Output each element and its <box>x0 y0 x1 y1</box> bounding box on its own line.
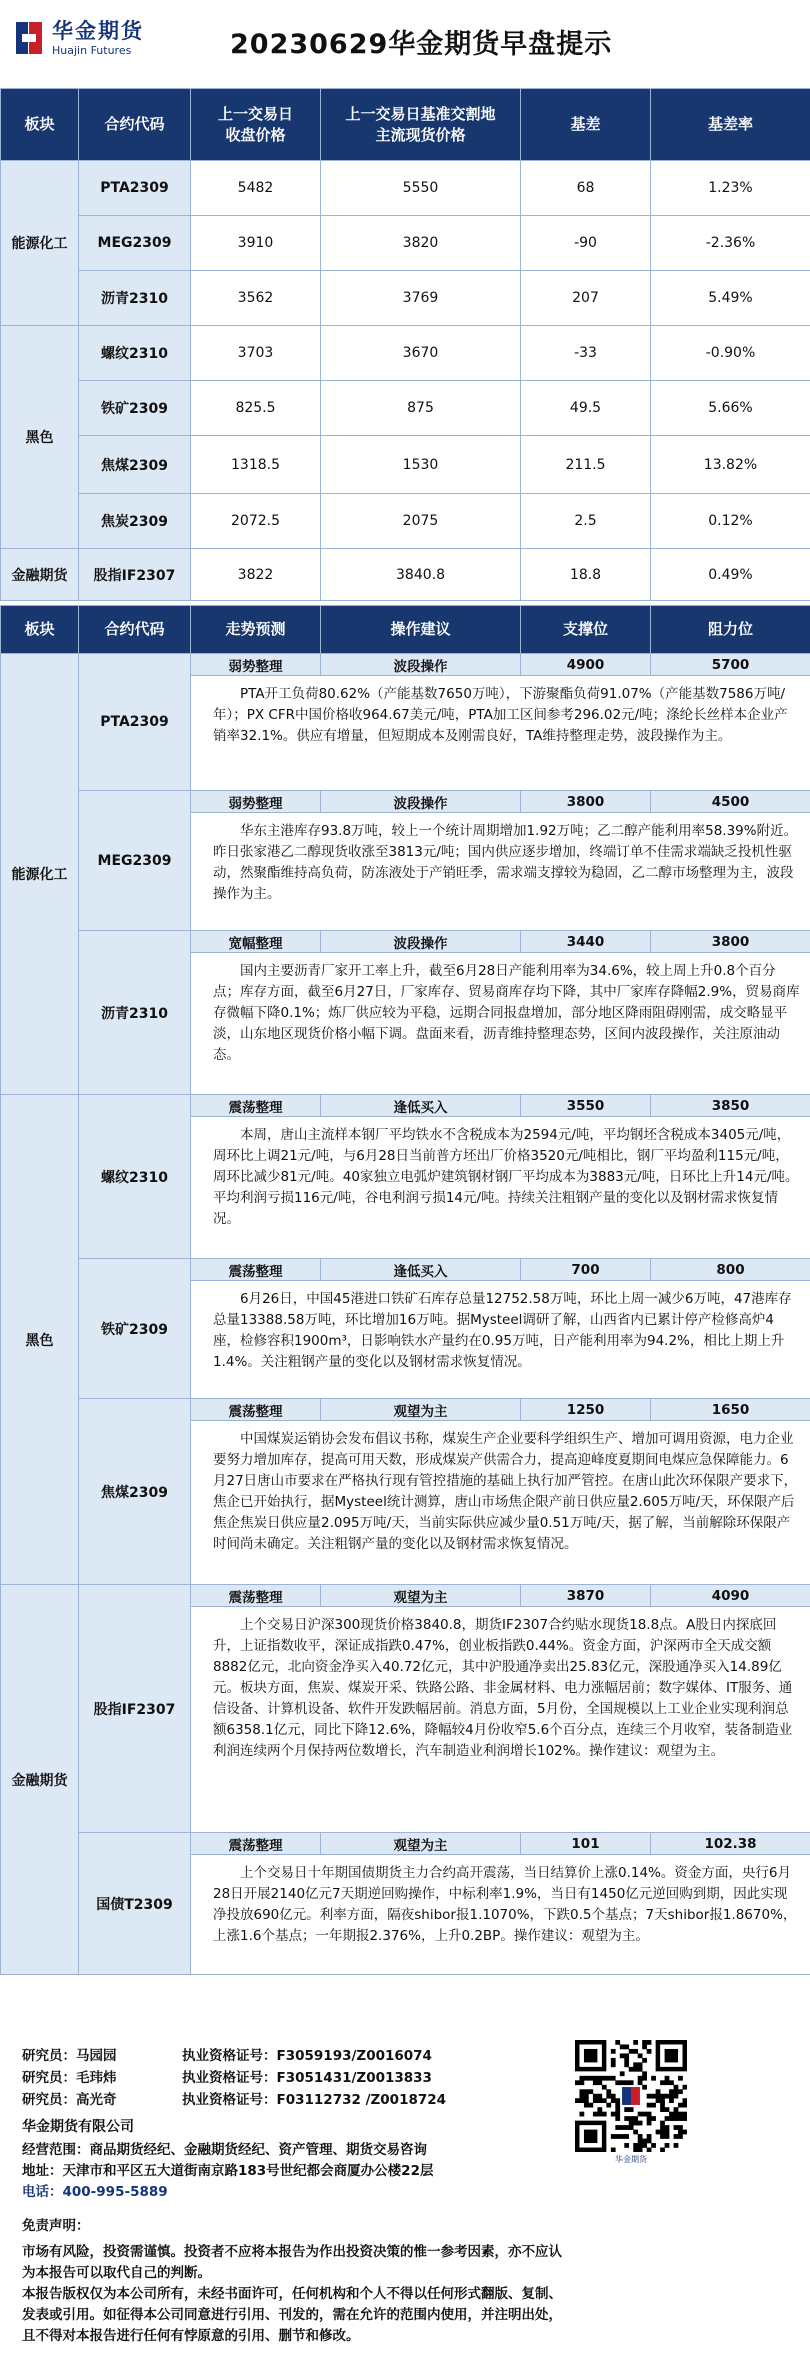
support-level: 3870 <box>521 1585 651 1607</box>
close-price: 3703 <box>191 326 321 381</box>
market-commentary: 国内主要沥青厂家开工率上升，截至6月28日产能利用率为34.6%，较上周上升0.8个百分点；库存方面，截至6月27日，厂家库存、贸易商库存均下降，其中厂家库存降幅2.9%，贸易商库存微幅下降0.1%；炼厂供应较为平稳，远期合同报盘增加，部分地区降雨阻碍刚需，成交略显平淡，山东地区现货价格小幅下调。盘面来看，沥青维持整理态势，区间内波段操作，关注原油动态。 <box>191 953 810 1095</box>
basis-row <box>1 271 810 326</box>
advice-row <box>1 1095 810 1117</box>
basis-value: -33 <box>521 326 651 381</box>
support-level: 101 <box>521 1833 651 1855</box>
resistance-level: 3850 <box>651 1095 810 1117</box>
operation-advice: 逢低买入 <box>321 1259 521 1281</box>
operation-advice: 波段操作 <box>321 791 521 813</box>
basis-row <box>1 436 810 494</box>
contract-code: 焦煤2309 <box>79 1399 191 1585</box>
spot-price: 3820 <box>321 216 521 271</box>
basis-header-3: 上一交易日基准交割地 主流现货价格 <box>321 89 521 161</box>
close-price: 5482 <box>191 161 321 216</box>
contract-code: 螺纹2310 <box>79 1095 191 1259</box>
trend-forecast: 震荡整理 <box>191 1399 321 1421</box>
close-price: 3562 <box>191 271 321 326</box>
support-level: 4900 <box>521 654 651 676</box>
basis-rate: 1.23% <box>651 161 810 216</box>
advice-header-1: 合约代码 <box>79 606 191 654</box>
basis-row <box>1 216 810 271</box>
basis-rate: 13.82% <box>651 436 810 494</box>
resistance-level: 102.38 <box>651 1833 810 1855</box>
spot-price: 2075 <box>321 494 521 549</box>
basis-value: 68 <box>521 161 651 216</box>
analyst-name: 研究员：马园园 <box>22 2048 117 2064</box>
operation-advice: 波段操作 <box>321 931 521 953</box>
basis-table <box>0 88 810 601</box>
advice-row <box>1 931 810 953</box>
advice-header-2: 走势预测 <box>191 606 321 654</box>
business-scope: 经营范围：商品期货经纪、金融期货经纪、资产管理、期货交易咨询 <box>22 2142 427 2158</box>
qr-code-icon <box>575 2040 687 2152</box>
trend-forecast: 震荡整理 <box>191 1259 321 1281</box>
company-phone: 电话：400-995-5889 <box>22 2184 168 2200</box>
contract-code: PTA2309 <box>79 654 191 791</box>
spot-price: 5550 <box>321 161 521 216</box>
report-title: 20230629华金期货早盘提示 <box>230 29 613 60</box>
market-commentary: 上个交易日沪深300现货价格3840.8，期货IF2307合约贴水现货18.8点。A股日内探底回升，上证指数收平，深证成指跌0.47%，创业板指跌0.44%。资金方面，沪深两市全天成交额8882亿元，北向资金净买入40.72亿元，其中沪股通净卖出25.83亿元，深股通净买入14.89亿元。板块方面，焦炭、煤炭开采、铁路公路、非金属材料、电力涨幅居前；数字媒体、IT服务、通信设备、计算机设备、软件开发跌幅居前。消息方面，5月份，全国规模以上工业企业实现利润总额6358.1亿元，同比下降12.6%，降幅较4月份收窄5.6个百分点，连续三个月收窄，装备制造业利润连续两个月保持两位数增长，汽车制造业利润增长102%。操作建议：观望为主。 <box>191 1607 810 1833</box>
contract-code: 国债T2309 <box>79 1833 191 1975</box>
sector-cell: 能源化工 <box>1 654 79 1095</box>
spot-price: 875 <box>321 381 521 436</box>
operation-advice: 波段操作 <box>321 654 521 676</box>
basis-value: 207 <box>521 271 651 326</box>
trend-forecast: 震荡整理 <box>191 1095 321 1117</box>
advice-row <box>1 1259 810 1281</box>
spot-price: 3769 <box>321 271 521 326</box>
basis-value: 18.8 <box>521 549 651 601</box>
close-price: 3910 <box>191 216 321 271</box>
support-level: 3550 <box>521 1095 651 1117</box>
close-price: 2072.5 <box>191 494 321 549</box>
basis-value: 49.5 <box>521 381 651 436</box>
contract-code: MEG2309 <box>79 216 191 271</box>
operation-advice: 观望为主 <box>321 1833 521 1855</box>
advice-header-5: 阻力位 <box>651 606 810 654</box>
basis-rate: -2.36% <box>651 216 810 271</box>
operation-advice: 逢低买入 <box>321 1095 521 1117</box>
contract-code: 沥青2310 <box>79 931 191 1095</box>
resistance-level: 5700 <box>651 654 810 676</box>
spot-price: 1530 <box>321 436 521 494</box>
close-price: 3822 <box>191 549 321 601</box>
basis-row <box>1 161 810 216</box>
market-commentary: 6月26日，中国45港进口铁矿石库存总量12752.58万吨，环比上周一减少6万吨，47港库存总量13388.58万吨，环比增加16万吨。据Mysteel调研了解，山西省内已累计停产检修高炉4座，检修容积1900m³，日影响铁水产量约在0.95万吨，日产能利用率为94.2%，相比上期上升1.4%。关注粗钢产量的变化以及钢材需求恢复情况。 <box>191 1281 810 1399</box>
basis-rate: -0.90% <box>651 326 810 381</box>
advice-header-0: 板块 <box>1 606 79 654</box>
advice-row <box>1 1399 810 1421</box>
market-commentary: PTA开工负荷80.62%（产能基数7650万吨），下游聚酯负荷91.07%（产能基数7586万吨/年）；PX CFR中国价格收964.67美元/吨，PTA加工区间参考296.02元/吨；涤纶长丝样本企业产销率32.1%。供应有增量，但短期成本及刚需良好，TA维持整理走势，波段操作为主。 <box>191 676 810 791</box>
contract-code: 股指IF2307 <box>79 1585 191 1833</box>
resistance-level: 800 <box>651 1259 810 1281</box>
market-commentary: 中国煤炭运销协会发布倡议书称，煤炭生产企业要科学组织生产、增加可调用资源，电力企业要努力增加库存，提高可用天数，形成煤炭产供需合力，提高迎峰度夏期间电煤应急保障能力。6月27日唐山市要求在严格执行现有管控措施的基础上执行加严管控。在唐山此次环保限产要求下，焦企已开始执行，据Mysteel统计测算，唐山市场焦企限产前日供应量2.605万吨/天，环保限产后焦企焦炭日供应量2.095万吨/天，当前实际供应减少量0.51万吨/天，据了解，当前解除环保限产时间尚未确定。关注粗钢产量的变化以及钢材需求恢复情况。 <box>191 1421 810 1585</box>
advice-table <box>0 605 810 1975</box>
trend-forecast: 弱势整理 <box>191 654 321 676</box>
contract-code: PTA2309 <box>79 161 191 216</box>
company-address: 地址：天津市和平区五大道街南京路183号世纪都会商厦办公楼22层 <box>22 2163 434 2179</box>
basis-row <box>1 381 810 436</box>
basis-header-4: 基差 <box>521 89 651 161</box>
contract-code: 股指IF2307 <box>79 549 191 601</box>
trend-forecast: 震荡整理 <box>191 1833 321 1855</box>
contract-code: 焦煤2309 <box>79 436 191 494</box>
sector-cell: 黑色 <box>1 326 79 549</box>
contract-code: 铁矿2309 <box>79 1259 191 1399</box>
sector-cell: 金融期货 <box>1 549 79 601</box>
basis-value: 211.5 <box>521 436 651 494</box>
basis-value: -90 <box>521 216 651 271</box>
sector-cell: 黑色 <box>1 1095 79 1585</box>
spot-price: 3670 <box>321 326 521 381</box>
report-header <box>0 0 810 86</box>
basis-header-0: 板块 <box>1 89 79 161</box>
basis-row <box>1 326 810 381</box>
advice-row <box>1 791 810 813</box>
report-footer <box>0 2024 810 2380</box>
resistance-level: 4090 <box>651 1585 810 1607</box>
basis-header-1: 合约代码 <box>79 89 191 161</box>
contract-code: 螺纹2310 <box>79 326 191 381</box>
trend-forecast: 宽幅整理 <box>191 931 321 953</box>
analyst-cert: 执业资格证号：F3051431/Z0013833 <box>182 2070 432 2086</box>
basis-header-5: 基差率 <box>651 89 810 161</box>
contract-code: 铁矿2309 <box>79 381 191 436</box>
contract-code: MEG2309 <box>79 791 191 931</box>
basis-rate: 0.12% <box>651 494 810 549</box>
market-commentary: 本周，唐山主流样本钢厂平均铁水不含税成本为2594元/吨，平均钢坯含税成本3405元/吨，周环比上调21元/吨，与6月28日当前普方坯出厂价格3520元/吨相比，钢厂平均盈利115元/吨，周环比减少81元/吨。40家独立电弧炉建筑钢材钢厂平均成本为3883元/吨，日环比上升14元/吨。平均利润亏损116元/吨，谷电利润亏损14元/吨。持续关注粗钢产量的变化以及钢材需求恢复情况。 <box>191 1117 810 1259</box>
analyst-line <box>22 2066 432 2086</box>
logo-chinese-name: 华金期货 <box>52 19 144 43</box>
advice-row <box>1 1833 810 1855</box>
sector-cell: 金融期货 <box>1 1585 79 1975</box>
operation-advice: 观望为主 <box>321 1585 521 1607</box>
basis-rate: 0.49% <box>651 549 810 601</box>
huajin-logo-icon <box>14 20 44 56</box>
market-commentary: 华东主港库存93.8万吨，较上一个统计周期增加1.92万吨；乙二醇产能利用率58.39%附近。昨日张家港乙二醇现货收涨至3813元/吨；国内供应逐步增加，终端订单不佳需求端缺乏投机性驱动，然聚酯维持高负荷，防冻液处于产销旺季，需求端支撑较为稳固，乙二醇市场整理为主，波段操作为主。 <box>191 813 810 931</box>
contract-code: 沥青2310 <box>79 271 191 326</box>
basis-row <box>1 549 810 601</box>
close-price: 825.5 <box>191 381 321 436</box>
basis-rate: 5.66% <box>651 381 810 436</box>
operation-advice: 观望为主 <box>321 1399 521 1421</box>
sector-cell: 能源化工 <box>1 161 79 326</box>
advice-header-4: 支撑位 <box>521 606 651 654</box>
advice-row <box>1 1585 810 1607</box>
trend-forecast: 弱势整理 <box>191 791 321 813</box>
analyst-name: 研究员：高光奇 <box>22 2092 117 2108</box>
support-level: 700 <box>521 1259 651 1281</box>
basis-row <box>1 494 810 549</box>
company-name: 华金期货有限公司 <box>22 2119 134 2135</box>
spot-price: 3840.8 <box>321 549 521 601</box>
resistance-level: 3800 <box>651 931 810 953</box>
support-level: 1250 <box>521 1399 651 1421</box>
basis-value: 2.5 <box>521 494 651 549</box>
disclaimer-title: 免责声明： <box>22 2218 90 2234</box>
trend-forecast: 震荡整理 <box>191 1585 321 1607</box>
logo-english-name: Huajin Futures <box>52 44 132 57</box>
contract-code: 焦炭2309 <box>79 494 191 549</box>
resistance-level: 4500 <box>651 791 810 813</box>
analyst-line <box>22 2088 446 2108</box>
advice-row <box>1 654 810 676</box>
company-logo <box>14 18 144 57</box>
disclaimer-text: 市场有风险，投资需谨慎。投资者不应将本报告为作出投资决策的惟一参考因素，亦不应认为本报告可以取代自己的判断。 本报告版权仅为本公司所有，未经书面许可，任何机构和个人不得以任何形式翻版、复制、发表或引用。如征得本公司同意进行引用、刊发的，需在允许的范围内使用，并注明出处，且不得对本报告进行任何有悖原意的引用、删节和修改。 <box>22 2244 562 2344</box>
analyst-name: 研究员：毛玮炜 <box>22 2070 117 2086</box>
qr-caption: 华金期货 <box>615 2155 647 2164</box>
support-level: 3440 <box>521 931 651 953</box>
analyst-cert: 执业资格证号：F03112732 /Z0018724 <box>182 2092 447 2108</box>
basis-header-2: 上一交易日 收盘价格 <box>191 89 321 161</box>
resistance-level: 1650 <box>651 1399 810 1421</box>
advice-header-3: 操作建议 <box>321 606 521 654</box>
analyst-line <box>22 2044 432 2064</box>
support-level: 3800 <box>521 791 651 813</box>
analyst-cert: 执业资格证号：F3059193/Z0016074 <box>182 2048 432 2064</box>
basis-rate: 5.49% <box>651 271 810 326</box>
close-price: 1318.5 <box>191 436 321 494</box>
market-commentary: 上个交易日十年期国债期货主力合约高开震荡，当日结算价上涨0.14%。资金方面，央行6月28日开展2140亿元7天期逆回购操作，中标利率1.9%，当日有1450亿元逆回购到期，因此实现净投放690亿元。利率方面，隔夜shibor报1.1070%，下跌0.5个基点；7天shibor报1.8670%，上涨1.6个基点；一年期报2.376%，上升0.2BP。操作建议：观望为主。 <box>191 1855 810 1975</box>
